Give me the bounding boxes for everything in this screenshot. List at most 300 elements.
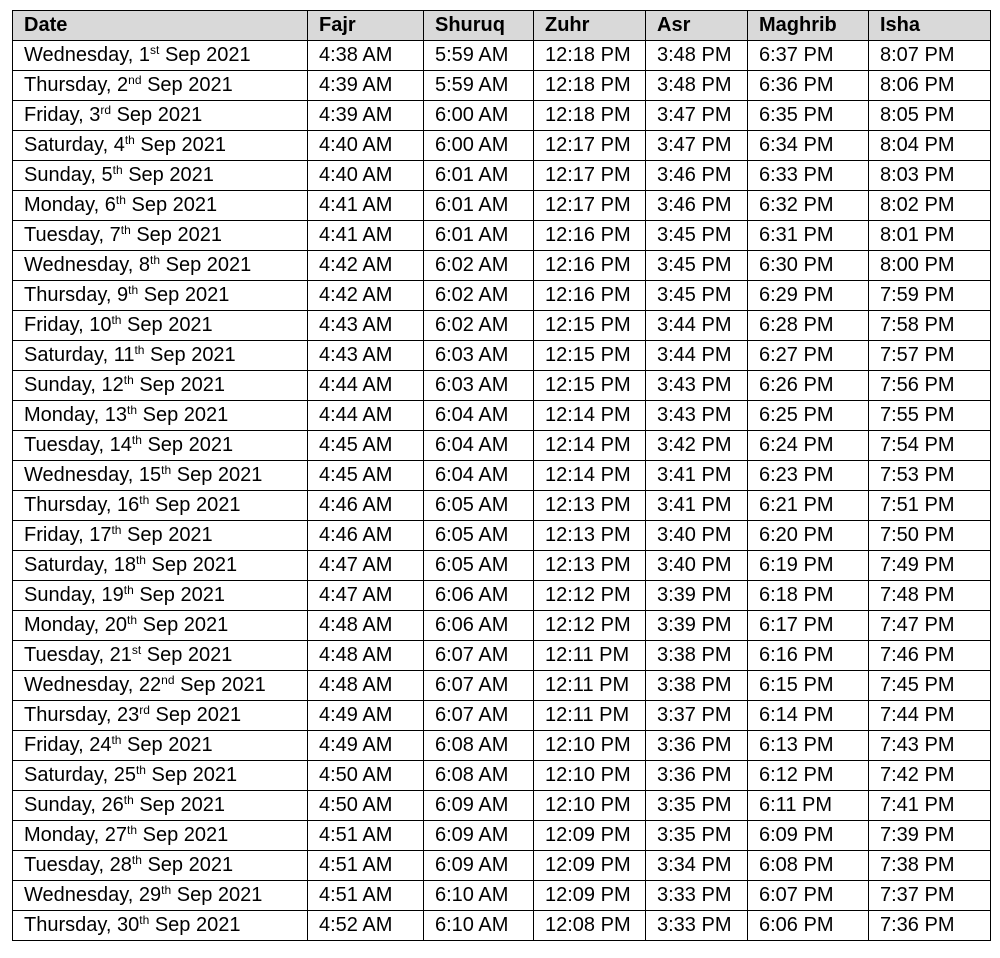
shuruq-time-cell: 6:08 AM — [424, 761, 534, 791]
weekday-text: Wednesday — [24, 674, 128, 696]
date-cell: Sunday, 19th Sep 2021 — [13, 581, 308, 611]
shuruq-time-cell: 6:07 AM — [424, 671, 534, 701]
month-year-text: Sep 2021 — [164, 44, 251, 66]
weekday-text: Sunday — [24, 164, 91, 186]
month-year-text: Sep 2021 — [127, 734, 213, 756]
maghrib-time-cell: 6:32 PM — [748, 191, 869, 221]
month-year-text: Sep 2021 — [143, 284, 230, 306]
asr-time-cell: 3:45 PM — [646, 251, 748, 281]
shuruq-time-cell: 6:02 AM — [424, 251, 534, 281]
asr-time-cell: 3:43 PM — [646, 401, 748, 431]
shuruq-time-cell: 6:00 AM — [424, 131, 534, 161]
zuhr-time-cell: 12:09 PM — [534, 881, 646, 911]
isha-time-cell: 8:02 PM — [869, 191, 991, 221]
day-number: 7 — [109, 224, 121, 246]
month-year-text: Sep 2021 — [151, 554, 238, 576]
table-row — [13, 161, 991, 191]
date-cell: Tuesday, 7th Sep 2021 — [13, 221, 308, 251]
shuruq-time-cell: 6:08 AM — [424, 731, 534, 761]
asr-time-cell: 3:38 PM — [646, 671, 748, 701]
day-number: 6 — [104, 194, 116, 216]
month-year-text: Sep 2021 — [147, 434, 234, 456]
isha-time-cell: 8:04 PM — [869, 131, 991, 161]
date-cell: Tuesday, 14th Sep 2021 — [13, 431, 308, 461]
isha-time-cell: 7:45 PM — [869, 671, 991, 701]
fajr-time-cell: 4:48 AM — [308, 671, 424, 701]
day-number: 20 — [104, 614, 128, 636]
table-row — [13, 791, 991, 821]
zuhr-time-cell: 12:13 PM — [534, 551, 646, 581]
date-cell: Thursday, 16th Sep 2021 — [13, 491, 308, 521]
table-row — [13, 131, 991, 161]
zuhr-time-cell: 12:11 PM — [534, 641, 646, 671]
date-cell: Wednesday, 29th Sep 2021 — [13, 881, 308, 911]
header-zuhr: Zuhr — [534, 11, 646, 41]
date-cell: Friday, 3rd Sep 2021 — [13, 101, 308, 131]
day-number: 25 — [113, 764, 136, 786]
table-row — [13, 881, 991, 911]
fajr-time-cell: 4:48 AM — [308, 641, 424, 671]
ordinal-suffix: th — [131, 853, 142, 867]
date-cell: Saturday, 11th Sep 2021 — [13, 341, 308, 371]
day-number: 23 — [117, 704, 140, 726]
asr-time-cell: 3:41 PM — [646, 491, 748, 521]
date-cell: Monday, 27th Sep 2021 — [13, 821, 308, 851]
month-year-text: Sep 2021 — [142, 404, 229, 426]
date-cell: Sunday, 5th Sep 2021 — [13, 161, 308, 191]
isha-time-cell: 7:48 PM — [869, 581, 991, 611]
date-cell: Wednesday, 22nd Sep 2021 — [13, 671, 308, 701]
table-row — [13, 851, 991, 881]
asr-time-cell: 3:33 PM — [646, 911, 748, 941]
table-row — [13, 911, 991, 941]
zuhr-time-cell: 12:10 PM — [534, 761, 646, 791]
maghrib-time-cell: 6:28 PM — [748, 311, 869, 341]
table-row — [13, 581, 991, 611]
maghrib-time-cell: 6:29 PM — [748, 281, 869, 311]
shuruq-time-cell: 6:04 AM — [424, 461, 534, 491]
weekday-text: Wednesday — [24, 884, 128, 906]
month-year-text: Sep 2021 — [116, 104, 203, 126]
table-row — [13, 71, 991, 101]
weekday-text: Monday — [24, 824, 94, 846]
maghrib-time-cell: 6:19 PM — [748, 551, 869, 581]
day-number: 21 — [109, 644, 132, 666]
zuhr-time-cell: 12:14 PM — [534, 461, 646, 491]
shuruq-time-cell: 6:06 AM — [424, 581, 534, 611]
day-number: 3 — [89, 104, 101, 126]
weekday-text: Thursday — [24, 74, 106, 96]
maghrib-time-cell: 6:18 PM — [748, 581, 869, 611]
table-row — [13, 731, 991, 761]
ordinal-suffix: rd — [139, 703, 150, 717]
date-cell: Tuesday, 21st Sep 2021 — [13, 641, 308, 671]
zuhr-time-cell: 12:10 PM — [534, 791, 646, 821]
maghrib-time-cell: 6:20 PM — [748, 521, 869, 551]
isha-time-cell: 8:00 PM — [869, 251, 991, 281]
asr-time-cell: 3:37 PM — [646, 701, 748, 731]
weekday-text: Thursday — [24, 284, 106, 306]
zuhr-time-cell: 12:12 PM — [534, 611, 646, 641]
day-number: 26 — [101, 794, 124, 816]
isha-time-cell: 7:37 PM — [869, 881, 991, 911]
date-cell: Monday, 20th Sep 2021 — [13, 611, 308, 641]
day-number: 16 — [117, 494, 140, 516]
ordinal-suffix: th — [115, 193, 126, 207]
day-number: 18 — [113, 554, 136, 576]
weekday-text: Saturday — [24, 764, 103, 786]
ordinal-suffix: th — [128, 283, 139, 297]
month-year-text: Sep 2021 — [147, 74, 233, 96]
isha-time-cell: 7:50 PM — [869, 521, 991, 551]
maghrib-time-cell: 6:14 PM — [748, 701, 869, 731]
ordinal-suffix: th — [131, 433, 142, 447]
fajr-time-cell: 4:51 AM — [308, 851, 424, 881]
weekday-text: Friday — [24, 104, 79, 126]
date-cell: Monday, 13th Sep 2021 — [13, 401, 308, 431]
zuhr-time-cell: 12:14 PM — [534, 401, 646, 431]
isha-time-cell: 7:39 PM — [869, 821, 991, 851]
ordinal-suffix: th — [112, 163, 123, 177]
day-number: 11 — [113, 344, 135, 366]
weekday-text: Saturday — [24, 554, 103, 576]
asr-time-cell: 3:48 PM — [646, 71, 748, 101]
fajr-time-cell: 4:44 AM — [308, 401, 424, 431]
table-row — [13, 191, 991, 221]
asr-time-cell: 3:45 PM — [646, 221, 748, 251]
zuhr-time-cell: 12:15 PM — [534, 341, 646, 371]
day-number: 19 — [101, 584, 124, 606]
month-year-text: Sep 2021 — [139, 374, 225, 396]
asr-time-cell: 3:44 PM — [646, 341, 748, 371]
weekday-text: Wednesday — [24, 44, 128, 66]
day-number: 27 — [104, 824, 128, 846]
maghrib-time-cell: 6:08 PM — [748, 851, 869, 881]
day-number: 15 — [138, 464, 162, 486]
month-year-text: Sep 2021 — [139, 584, 225, 606]
weekday-text: Thursday — [24, 494, 106, 516]
header-isha: Isha — [869, 11, 991, 41]
isha-time-cell: 7:49 PM — [869, 551, 991, 581]
month-year-text: Sep 2021 — [147, 854, 234, 876]
isha-time-cell: 7:36 PM — [869, 911, 991, 941]
zuhr-time-cell: 12:17 PM — [534, 191, 646, 221]
month-year-text: Sep 2021 — [176, 464, 263, 486]
isha-time-cell: 7:57 PM — [869, 341, 991, 371]
zuhr-time-cell: 12:16 PM — [534, 221, 646, 251]
shuruq-time-cell: 6:07 AM — [424, 701, 534, 731]
asr-time-cell: 3:41 PM — [646, 461, 748, 491]
ordinal-suffix: nd — [161, 673, 175, 687]
shuruq-time-cell: 6:09 AM — [424, 821, 534, 851]
weekday-text: Sunday — [24, 374, 91, 396]
table-row — [13, 611, 991, 641]
ordinal-suffix: th — [135, 763, 146, 777]
date-cell: Monday, 6th Sep 2021 — [13, 191, 308, 221]
fajr-time-cell: 4:44 AM — [308, 371, 424, 401]
weekday-text: Wednesday — [24, 464, 128, 486]
weekday-text: Friday — [24, 524, 79, 546]
isha-time-cell: 7:46 PM — [869, 641, 991, 671]
date-cell: Friday, 17th Sep 2021 — [13, 521, 308, 551]
zuhr-time-cell: 12:12 PM — [534, 581, 646, 611]
month-year-text: Sep 2021 — [131, 194, 218, 216]
date-cell: Saturday, 4th Sep 2021 — [13, 131, 308, 161]
fajr-time-cell: 4:39 AM — [308, 101, 424, 131]
asr-time-cell: 3:48 PM — [646, 41, 748, 71]
day-number: 1 — [138, 44, 151, 66]
month-year-text: Sep 2021 — [142, 824, 229, 846]
shuruq-time-cell: 6:09 AM — [424, 851, 534, 881]
fajr-time-cell: 4:50 AM — [308, 761, 424, 791]
table-header — [13, 11, 991, 41]
month-year-text: Sep 2021 — [140, 134, 227, 156]
weekday-text: Wednesday — [24, 254, 128, 276]
shuruq-time-cell: 6:10 AM — [424, 911, 534, 941]
isha-time-cell: 7:47 PM — [869, 611, 991, 641]
fajr-time-cell: 4:42 AM — [308, 281, 424, 311]
maghrib-time-cell: 6:07 PM — [748, 881, 869, 911]
date-cell: Sunday, 26th Sep 2021 — [13, 791, 308, 821]
table-row — [13, 491, 991, 521]
month-year-text: Sep 2021 — [150, 344, 236, 366]
fajr-time-cell: 4:40 AM — [308, 161, 424, 191]
day-number: 30 — [117, 914, 140, 936]
date-cell: Saturday, 18th Sep 2021 — [13, 551, 308, 581]
month-year-text: Sep 2021 — [176, 884, 263, 906]
maghrib-time-cell: 6:27 PM — [748, 341, 869, 371]
maghrib-time-cell: 6:25 PM — [748, 401, 869, 431]
maghrib-time-cell: 6:16 PM — [748, 641, 869, 671]
month-year-text: Sep 2021 — [127, 314, 213, 336]
weekday-text: Thursday — [24, 914, 106, 936]
month-year-text: Sep 2021 — [155, 704, 242, 726]
day-number: 2 — [117, 74, 129, 96]
table-row — [13, 641, 991, 671]
fajr-time-cell: 4:46 AM — [308, 491, 424, 521]
day-number: 8 — [138, 254, 151, 276]
maghrib-time-cell: 6:37 PM — [748, 41, 869, 71]
isha-time-cell: 7:54 PM — [869, 431, 991, 461]
day-number: 9 — [117, 284, 129, 306]
maghrib-time-cell: 6:26 PM — [748, 371, 869, 401]
fajr-time-cell: 4:43 AM — [308, 341, 424, 371]
shuruq-time-cell: 6:09 AM — [424, 791, 534, 821]
fajr-time-cell: 4:41 AM — [308, 191, 424, 221]
fajr-time-cell: 4:42 AM — [308, 251, 424, 281]
weekday-text: Sunday — [24, 584, 91, 606]
date-cell: Thursday, 9th Sep 2021 — [13, 281, 308, 311]
table-body — [13, 41, 991, 941]
isha-time-cell: 8:01 PM — [869, 221, 991, 251]
ordinal-suffix: th — [127, 403, 138, 417]
ordinal-suffix: th — [123, 373, 134, 387]
asr-time-cell: 3:40 PM — [646, 551, 748, 581]
weekday-text: Tuesday — [24, 854, 99, 876]
zuhr-time-cell: 12:10 PM — [534, 731, 646, 761]
month-year-text: Sep 2021 — [154, 494, 241, 516]
day-number: 24 — [89, 734, 112, 756]
month-year-text: Sep 2021 — [180, 674, 266, 696]
shuruq-time-cell: 6:02 AM — [424, 311, 534, 341]
zuhr-time-cell: 12:11 PM — [534, 701, 646, 731]
date-cell: Thursday, 2nd Sep 2021 — [13, 71, 308, 101]
ordinal-suffix: st — [150, 43, 160, 57]
month-year-text: Sep 2021 — [146, 644, 233, 666]
maghrib-time-cell: 6:06 PM — [748, 911, 869, 941]
ordinal-suffix: st — [131, 643, 142, 657]
table-row — [13, 461, 991, 491]
fajr-time-cell: 4:48 AM — [308, 611, 424, 641]
asr-time-cell: 3:47 PM — [646, 131, 748, 161]
shuruq-time-cell: 5:59 AM — [424, 41, 534, 71]
isha-time-cell: 7:56 PM — [869, 371, 991, 401]
ordinal-suffix: th — [111, 313, 122, 327]
weekday-text: Friday — [24, 734, 79, 756]
zuhr-time-cell: 12:18 PM — [534, 41, 646, 71]
ordinal-suffix: th — [127, 613, 138, 627]
weekday-text: Monday — [24, 194, 94, 216]
table-row — [13, 521, 991, 551]
weekday-text: Saturday — [24, 344, 103, 366]
table-row — [13, 701, 991, 731]
zuhr-time-cell: 12:18 PM — [534, 71, 646, 101]
table-row — [13, 761, 991, 791]
weekday-text: Saturday — [24, 134, 103, 156]
date-cell: Thursday, 23rd Sep 2021 — [13, 701, 308, 731]
zuhr-time-cell: 12:14 PM — [534, 431, 646, 461]
asr-time-cell: 3:38 PM — [646, 641, 748, 671]
ordinal-suffix: th — [111, 733, 122, 747]
ordinal-suffix: th — [123, 583, 134, 597]
header-row — [13, 11, 991, 41]
shuruq-time-cell: 6:01 AM — [424, 221, 534, 251]
asr-time-cell: 3:44 PM — [646, 311, 748, 341]
asr-time-cell: 3:39 PM — [646, 581, 748, 611]
fajr-time-cell: 4:41 AM — [308, 221, 424, 251]
month-year-text: Sep 2021 — [165, 254, 252, 276]
asr-time-cell: 3:45 PM — [646, 281, 748, 311]
shuruq-time-cell: 6:01 AM — [424, 191, 534, 221]
shuruq-time-cell: 6:01 AM — [424, 161, 534, 191]
day-number: 14 — [109, 434, 132, 456]
table-row — [13, 311, 991, 341]
maghrib-time-cell: 6:12 PM — [748, 761, 869, 791]
ordinal-suffix: nd — [128, 73, 142, 87]
fajr-time-cell: 4:50 AM — [308, 791, 424, 821]
maghrib-time-cell: 6:33 PM — [748, 161, 869, 191]
ordinal-suffix: th — [127, 823, 138, 837]
maghrib-time-cell: 6:11 PM — [748, 791, 869, 821]
date-cell: Tuesday, 28th Sep 2021 — [13, 851, 308, 881]
shuruq-time-cell: 6:05 AM — [424, 521, 534, 551]
ordinal-suffix: th — [161, 463, 172, 477]
shuruq-time-cell: 6:05 AM — [424, 551, 534, 581]
shuruq-time-cell: 6:04 AM — [424, 431, 534, 461]
fajr-time-cell: 4:51 AM — [308, 821, 424, 851]
isha-time-cell: 7:53 PM — [869, 461, 991, 491]
day-number: 4 — [113, 134, 125, 156]
maghrib-time-cell: 6:21 PM — [748, 491, 869, 521]
asr-time-cell: 3:36 PM — [646, 761, 748, 791]
day-number: 12 — [101, 374, 124, 396]
isha-time-cell: 7:43 PM — [869, 731, 991, 761]
zuhr-time-cell: 12:16 PM — [534, 251, 646, 281]
month-year-text: Sep 2021 — [154, 914, 241, 936]
asr-time-cell: 3:35 PM — [646, 821, 748, 851]
asr-time-cell: 3:33 PM — [646, 881, 748, 911]
fajr-time-cell: 4:49 AM — [308, 731, 424, 761]
weekday-text: Sunday — [24, 794, 91, 816]
maghrib-time-cell: 6:36 PM — [748, 71, 869, 101]
maghrib-time-cell: 6:17 PM — [748, 611, 869, 641]
shuruq-time-cell: 6:03 AM — [424, 371, 534, 401]
isha-time-cell: 7:51 PM — [869, 491, 991, 521]
isha-time-cell: 7:58 PM — [869, 311, 991, 341]
table-row — [13, 401, 991, 431]
shuruq-time-cell: 6:10 AM — [424, 881, 534, 911]
month-year-text: Sep 2021 — [136, 224, 222, 246]
table-row — [13, 551, 991, 581]
table-row — [13, 821, 991, 851]
ordinal-suffix: th — [120, 223, 131, 237]
ordinal-suffix: th — [111, 523, 122, 537]
fajr-time-cell: 4:52 AM — [308, 911, 424, 941]
month-year-text: Sep 2021 — [151, 764, 238, 786]
zuhr-time-cell: 12:18 PM — [534, 101, 646, 131]
shuruq-time-cell: 6:05 AM — [424, 491, 534, 521]
maghrib-time-cell: 6:23 PM — [748, 461, 869, 491]
maghrib-time-cell: 6:31 PM — [748, 221, 869, 251]
isha-time-cell: 7:42 PM — [869, 761, 991, 791]
isha-time-cell: 8:06 PM — [869, 71, 991, 101]
shuruq-time-cell: 6:03 AM — [424, 341, 534, 371]
zuhr-time-cell: 12:09 PM — [534, 851, 646, 881]
prayer-times-sheet — [12, 10, 990, 941]
date-cell: Wednesday, 1st Sep 2021 — [13, 41, 308, 71]
zuhr-time-cell: 12:09 PM — [534, 821, 646, 851]
ordinal-suffix: th — [139, 493, 150, 507]
shuruq-time-cell: 5:59 AM — [424, 71, 534, 101]
weekday-text: Tuesday — [24, 644, 99, 666]
day-number: 10 — [89, 314, 112, 336]
weekday-text: Friday — [24, 314, 79, 336]
zuhr-time-cell: 12:11 PM — [534, 671, 646, 701]
date-cell: Friday, 24th Sep 2021 — [13, 731, 308, 761]
zuhr-time-cell: 12:17 PM — [534, 131, 646, 161]
asr-time-cell: 3:47 PM — [646, 101, 748, 131]
table-row — [13, 371, 991, 401]
asr-time-cell: 3:46 PM — [646, 161, 748, 191]
weekday-text: Tuesday — [24, 224, 99, 246]
weekday-text: Thursday — [24, 704, 106, 726]
month-year-text: Sep 2021 — [127, 524, 213, 546]
ordinal-suffix: th — [124, 133, 135, 147]
weekday-text: Monday — [24, 614, 94, 636]
fajr-time-cell: 4:45 AM — [308, 461, 424, 491]
zuhr-time-cell: 12:08 PM — [534, 911, 646, 941]
shuruq-time-cell: 6:04 AM — [424, 401, 534, 431]
asr-time-cell: 3:34 PM — [646, 851, 748, 881]
maghrib-time-cell: 6:34 PM — [748, 131, 869, 161]
date-cell: Wednesday, 8th Sep 2021 — [13, 251, 308, 281]
zuhr-time-cell: 12:13 PM — [534, 491, 646, 521]
asr-time-cell: 3:39 PM — [646, 611, 748, 641]
ordinal-suffix: th — [161, 883, 172, 897]
day-number: 17 — [89, 524, 112, 546]
day-number: 22 — [138, 674, 162, 696]
fajr-time-cell: 4:40 AM — [308, 131, 424, 161]
